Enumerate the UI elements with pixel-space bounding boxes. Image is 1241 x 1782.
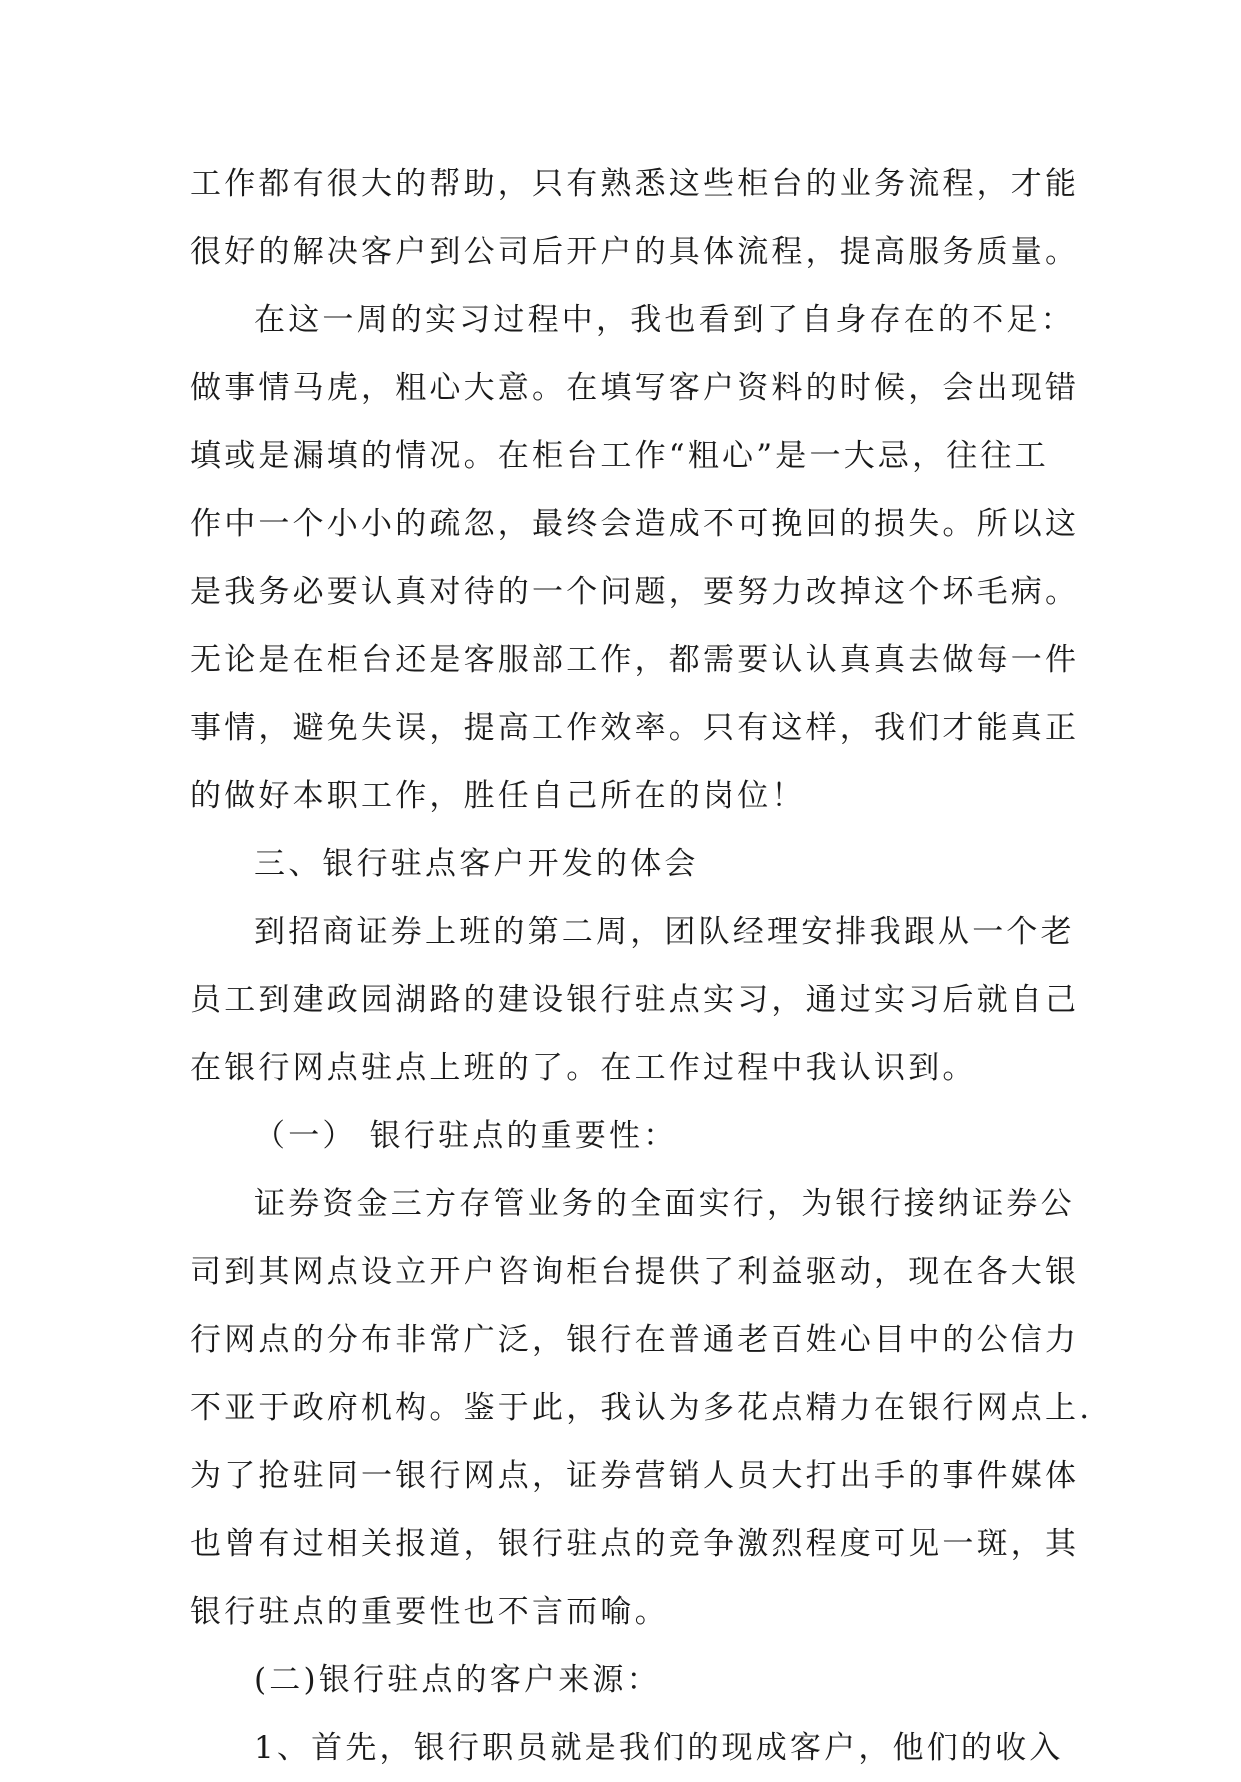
text-line: 到招商证券上班的第二周，团队经理安排我跟从一个老 <box>254 914 1075 950</box>
text-line: 1、首先，银行职员就是我们的现成客户，他们的收入 <box>254 1730 1064 1766</box>
text-line: 很好的解决客户到公司后开户的具体流程，提高服务质量。 <box>190 234 1080 270</box>
text-line: （一） 银行驻点的重要性： <box>254 1118 678 1154</box>
text-line: 在银行网点驻点上班的了。在工作过程中我认识到。 <box>190 1050 977 1086</box>
document-page <box>190 150 1093 1782</box>
text-line: 司到其网点设立开户咨询柜台提供了利益驱动，现在各大银 <box>190 1254 1080 1290</box>
text-line: 事情，避免失误，提高工作效率。只有这样，我们才能真正 <box>190 710 1080 746</box>
text-line: (二)银行驻点的客户来源： <box>254 1662 661 1698</box>
text-line: 证券资金三方存管业务的全面实行，为银行接纳证券公 <box>254 1186 1075 1222</box>
text-line: 三、银行驻点客户开发的体会 <box>254 846 699 882</box>
text-line: 工作都有很大的帮助，只有熟悉这些柜台的业务流程，才能 <box>190 166 1080 202</box>
text-line: 不亚于政府机构。鉴于此，我认为多花点精力在银行网点上. <box>190 1390 1093 1426</box>
text-line: 做事情马虎，粗心大意。在填写客户资料的时候，会出现错 <box>190 370 1080 406</box>
text-line: 作中一个小小的疏忽，最终会造成不可挽回的损失。所以这 <box>190 506 1080 542</box>
text-line: 员工到建政园湖路的建设银行驻点实习，通过实习后就自己 <box>190 982 1080 1018</box>
text-line: 行网点的分布非常广泛，银行在普通老百姓心目中的公信力 <box>190 1322 1080 1358</box>
text-line: 为了抢驻同一银行网点，证券营销人员大打出手的事件媒体 <box>190 1458 1080 1494</box>
text-line: 的做好本职工作，胜任自己所在的岗位！ <box>190 778 806 814</box>
text-line: 也曾有过相关报道，银行驻点的竞争激烈程度可见一斑，其 <box>190 1526 1080 1562</box>
text-line: 银行驻点的重要性也不言而喻。 <box>190 1594 669 1630</box>
text-line: 填或是漏填的情况。在柜台工作“粗心”是一大忌，往往工 <box>190 438 1049 474</box>
text-line: 在这一周的实习过程中，我也看到了自身存在的不足： <box>254 302 1075 338</box>
text-line: 是我务必要认真对待的一个问题，要努力改掉这个坏毛病。 <box>190 574 1080 610</box>
text-line: 无论是在柜台还是客服部工作，都需要认认真真去做每一件 <box>190 642 1080 678</box>
